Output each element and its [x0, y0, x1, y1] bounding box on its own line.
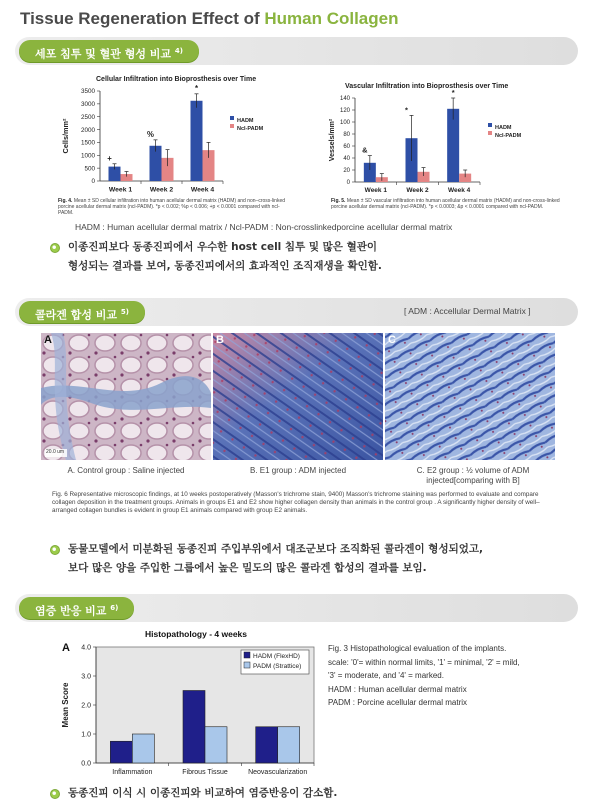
bullet-icon — [50, 243, 60, 253]
legend-label: PADM (Strattice) — [253, 663, 302, 670]
section3-pill: 염증 반응 비교 $^{6)}$ — [19, 597, 134, 619]
scale-bar-label: 20.0 um — [46, 449, 65, 455]
chart2-title: Vascular Infiltration into Bioprosthesis over Time — [345, 83, 509, 90]
bar-hadm-flexhd--1 — [110, 741, 132, 763]
x-tick-label: Week 4 — [448, 187, 471, 194]
micrograph-a-label: A — [44, 334, 52, 346]
legend-label: HADM — [495, 125, 512, 131]
bar-padm-strattice--1 — [132, 734, 154, 763]
y-tick-label: 0.0 — [81, 760, 91, 768]
y-tick-label: 140 — [339, 96, 350, 103]
chart3-panel-label: A — [62, 642, 70, 654]
bar-hadm-3 — [447, 109, 459, 182]
legend-label: Ncl-PADM — [237, 126, 264, 132]
y-tick-label: 100 — [339, 120, 350, 127]
chart1-title: Cellular Infiltration into Bioprosthesis over Time — [96, 76, 257, 83]
fig3-line1: Fig. 3 Histopathological evaluation of the implants. — [328, 644, 507, 653]
y-tick-label: 4.0 — [81, 644, 91, 652]
y-tick-label: 1.0 — [81, 731, 91, 739]
y-tick-label: 2000 — [80, 126, 95, 134]
x-tick-label: Week 4 — [190, 186, 215, 194]
fig6-caption: Fig. 6 Representative microscopic findings, at 10 weeks postoperatively (Masson's trichrome stain, 9400) Masson's trichrome staining was performed to evaluate and compare collagen deposition in the treatment groups. Animals in groups E1 and E2 show higher collagen density than animals in the control group . A significantly higher density of well–arranged collagen bundles is evident in group E1 animals compared with group E2 animals. — [52, 491, 540, 514]
bullet-icon — [50, 789, 60, 799]
section1-header — [15, 37, 578, 65]
histopathology-chart — [56, 627, 321, 782]
x-tick-label: Fibrous Tissue — [182, 769, 228, 776]
significance-marker: + — [107, 153, 112, 163]
micrograph-c-caption: C. E2 group : ½ volume of ADM injected[comparing with B] — [416, 466, 530, 485]
legend-label: HADM (FlexHD) — [253, 653, 300, 660]
y-axis-label: Mean Score — [61, 682, 70, 728]
legend-swatch — [230, 116, 234, 120]
section2-pill: 콜라겐 합성 비교 $^{5)}$ — [19, 301, 145, 323]
y-axis-label: Vessels/mm² — [329, 118, 336, 162]
bullet-icon — [50, 545, 60, 555]
x-tick-label: Week 1 — [108, 186, 133, 194]
fig3-line3: '3' = moderate, and '4' = marked. — [328, 671, 444, 681]
section2-bullet-line2: 보다 많은 양을 주입한 그룹에서 높은 밀도의 많은 콜라겐 합성의 결과를 보임. — [68, 562, 427, 574]
significance-marker: * — [405, 105, 408, 115]
bar-hadm-flexhd--2 — [183, 691, 205, 764]
significance-marker: * — [194, 83, 199, 93]
legend-label: Ncl-PADM — [495, 133, 522, 139]
fig3-line4: HADM : Human acellular dermal matrix — [328, 684, 467, 694]
y-tick-label: 2500 — [80, 113, 95, 121]
x-tick-label: Inflammation — [112, 769, 153, 776]
y-tick-label: 40 — [343, 156, 350, 163]
legend-swatch — [230, 124, 234, 128]
y-tick-label: 0 — [346, 180, 350, 187]
micrograph-b — [213, 333, 383, 460]
significance-marker: % — [147, 129, 154, 139]
section3-bullet-line1: 동종진피 이식 시 이종진피와 비교하여 염증반응이 감소함. — [68, 787, 338, 799]
legend-label: HADM — [237, 118, 254, 124]
micrograph-a — [41, 333, 211, 460]
y-tick-label: 20 — [343, 168, 350, 175]
y-tick-label: 80 — [343, 132, 350, 139]
fig3-line5: PADM : Porcine acellular dermal matrix — [328, 698, 468, 708]
y-tick-label: 0 — [91, 178, 95, 186]
cellular-infiltration-chart — [58, 83, 288, 198]
legend-swatch — [488, 131, 492, 135]
x-tick-label: Neovascularization — [248, 769, 308, 776]
y-tick-label: 60 — [343, 144, 350, 151]
y-tick-label: 3000 — [80, 101, 95, 109]
significance-marker: & — [362, 145, 368, 155]
bar-padm-strattice--3 — [278, 727, 300, 763]
section2-bullet-line1: 동물모델에서 미분화된 동종진피 주입부위에서 대조군보다 조직화된 콜라겐이 형성되었고, — [68, 543, 484, 555]
section3-header — [15, 594, 578, 622]
legend-swatch — [488, 123, 492, 127]
legend-swatch — [244, 652, 250, 658]
y-tick-label: 2.0 — [81, 702, 91, 710]
y-tick-label: 1000 — [80, 152, 95, 160]
vascular-infiltration-chart — [325, 90, 535, 198]
y-tick-label: 1500 — [80, 139, 95, 147]
significance-marker: * — [451, 90, 455, 97]
x-tick-label: Week 1 — [364, 187, 387, 194]
micrograph-c-label: C — [388, 334, 396, 346]
chart3-title: Histopathology - 4 weeks — [144, 629, 248, 639]
micrograph-b-caption: B. E1 group : ADM injected — [249, 466, 347, 475]
y-tick-label: 3.0 — [81, 673, 91, 681]
bar-hadm-3 — [191, 101, 203, 181]
y-tick-label: 3500 — [80, 88, 95, 96]
fig5-caption: Fig. 5. Mean ± SD vascular infiltration into human acellular dermal matrix (HADM) and non-cross-linked porcine acellular dermal matrix (ncl-PADM). *p < 0.0003; &p < 0.0001 compared with ncl-PADM. — [331, 198, 560, 210]
micrograph-a-caption: A. Control group : Saline injected — [67, 466, 185, 475]
x-tick-label: Week 2 — [149, 186, 174, 194]
page-title: Tissue Regeneration Effect of Human Collagen — [20, 9, 399, 28]
micrograph-b-label: B — [216, 334, 224, 346]
section1-bullet-line1: 이종진피보다 동종진피에서 우수한 host cell 침투 및 많은 혈관이 — [68, 241, 378, 253]
fig4-caption: Fig. 4. Mean ± SD cellular infiltration into human acellular dermal matrix (HADM) and non–cross-linked porcine acellular dermal matrix (ncl-PADM). *p < 0.002; %p < 0.006; +p < 0.0001 compared with ncl-PADM. — [58, 198, 286, 216]
y-tick-label: 120 — [339, 108, 350, 115]
micrograph-c — [385, 333, 555, 460]
legend-swatch — [244, 662, 250, 668]
page-title-highlight: Human Collagen — [264, 9, 399, 28]
y-tick-label: 500 — [84, 165, 95, 173]
section1-footnote: HADM : Human acellular dermal matrix / Ncl-PADM : Non-crosslinkedporcine acellular dermal matrix — [75, 222, 453, 232]
section1-bullet-line2: 형성되는 결과를 보여, 동종진피에서의 효과적인 조직재생을 확인함. — [68, 260, 382, 272]
fig3-caption — [328, 642, 520, 710]
section1-pill: 세포 침투 및 혈관 형성 비교 $^{4)}$ — [19, 40, 199, 62]
adm-note: [ ADM : Accellular Dermal Matrix ] — [404, 306, 531, 316]
bar-hadm-flexhd--3 — [256, 727, 278, 763]
bar-padm-strattice--2 — [205, 727, 227, 763]
x-tick-label: Week 2 — [406, 187, 429, 194]
y-axis-label: Cells/mm² — [61, 118, 70, 154]
fig3-line2: scale: '0'= within normal limits, '1' = minimal, '2' = mild, — [328, 657, 520, 667]
